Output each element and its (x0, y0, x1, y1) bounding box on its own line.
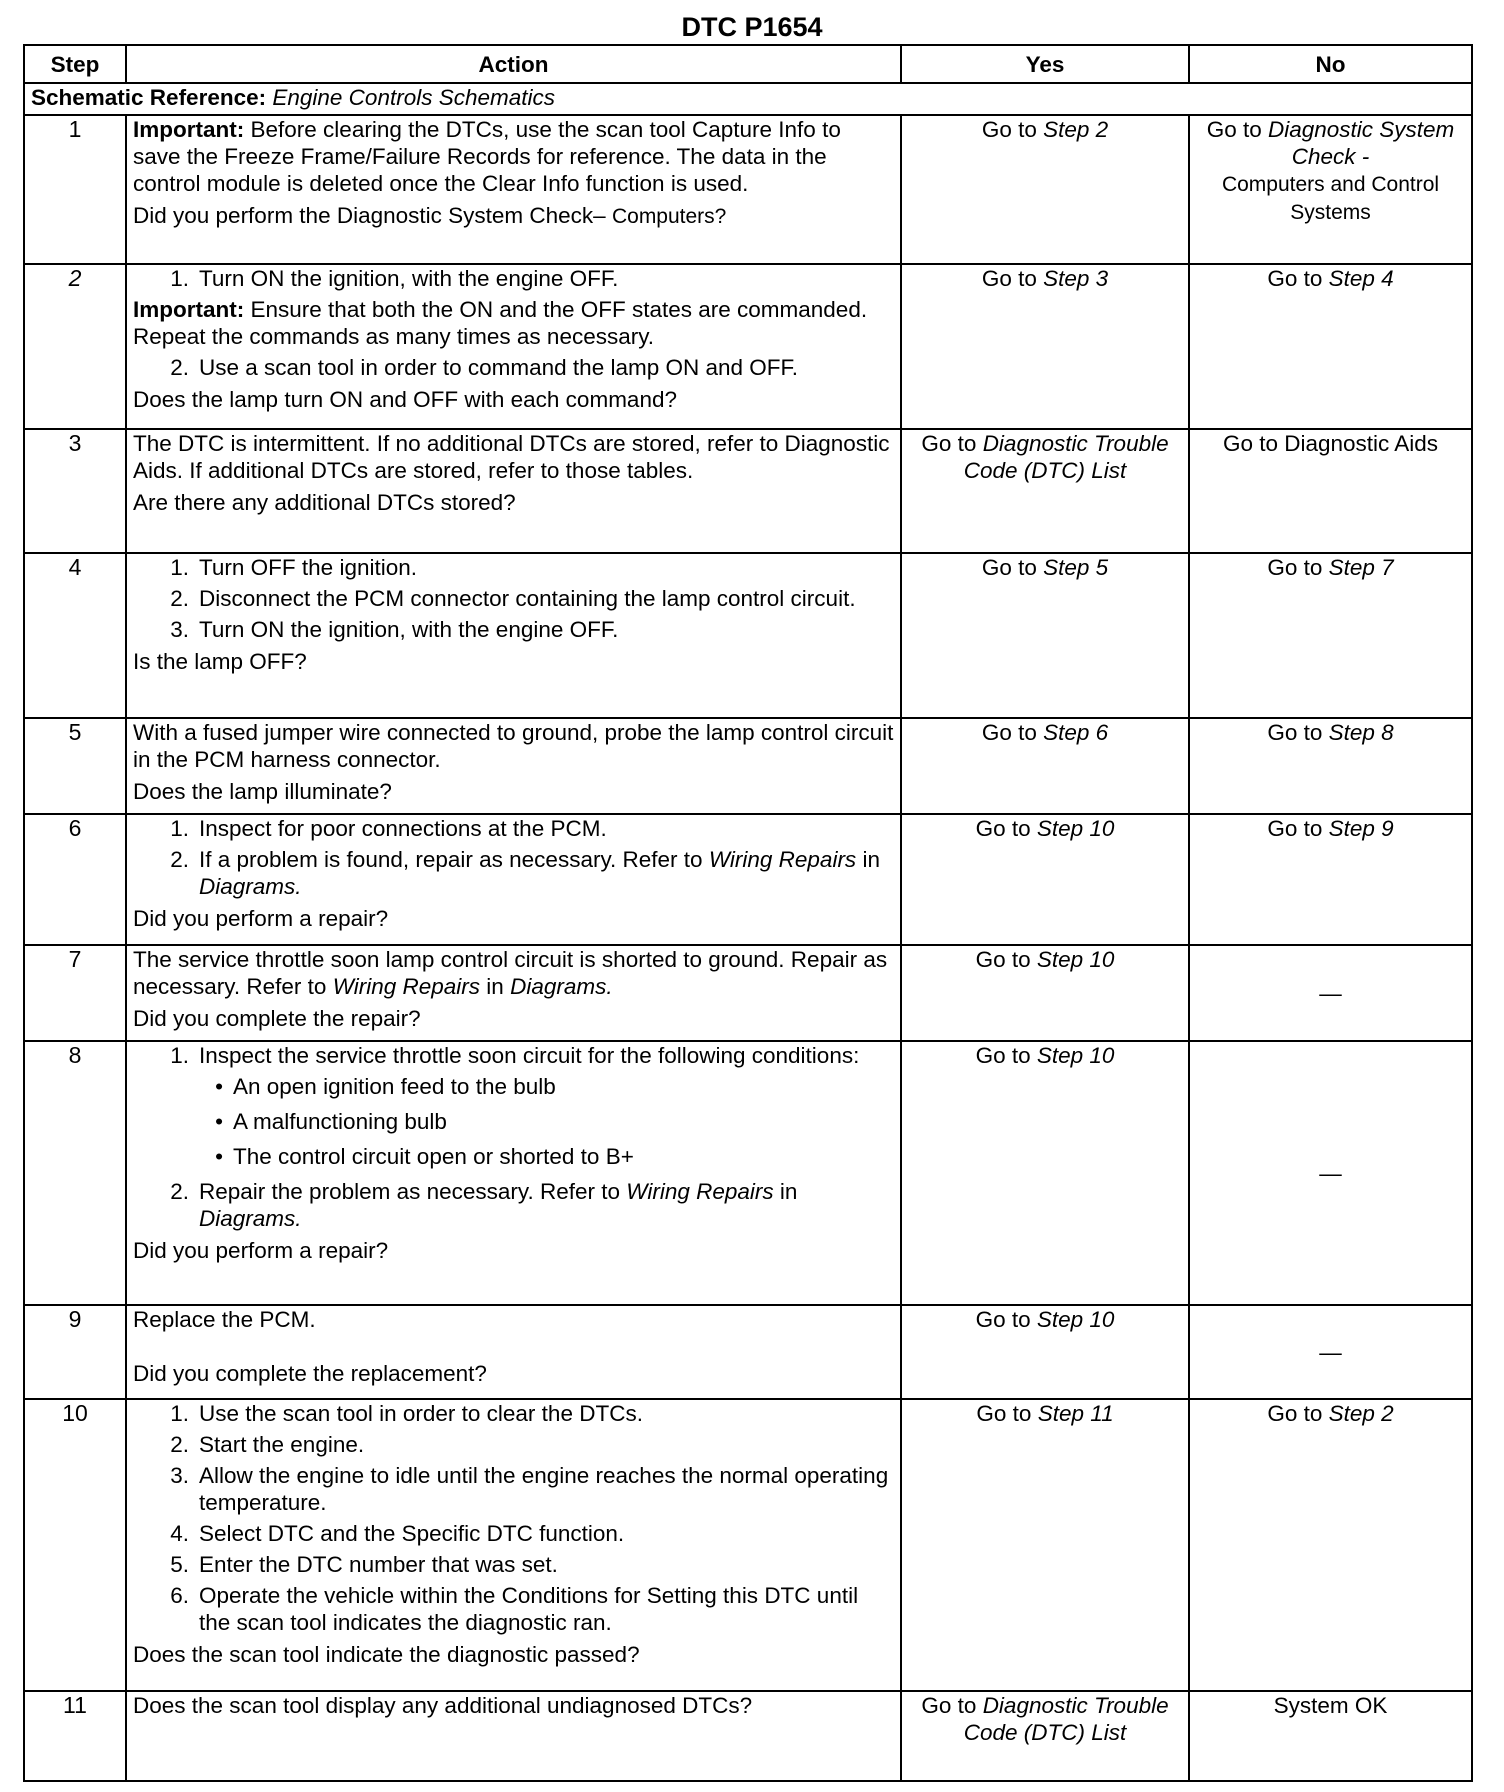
step-list (133, 1178, 894, 1232)
list-item (133, 554, 894, 581)
item-text: Start the engine. (199, 1432, 365, 1457)
list-item (133, 1108, 894, 1135)
yes-cell (901, 1691, 1189, 1781)
yes-link[interactable]: Diagnostic Trouble Code (DTC) List (963, 431, 1169, 483)
important-label: Important: (133, 297, 245, 322)
item-number: 1. (170, 555, 189, 580)
yes-cell (901, 1305, 1189, 1399)
no-tail: Computers and Control Systems (1221, 173, 1440, 224)
wiring-repairs-link[interactable]: Wiring Repairs (626, 1179, 774, 1204)
step-list (133, 354, 894, 381)
list-item (133, 815, 894, 842)
step-list (133, 265, 894, 292)
no-prefix: Go to (1267, 555, 1323, 580)
diagrams-link[interactable]: Diagrams. (510, 974, 613, 999)
question-text: Did you perform a repair? (133, 906, 389, 931)
no-cell (1189, 264, 1472, 429)
item-text: Enter the DTC number that was set. (199, 1552, 558, 1577)
action-cell (126, 1041, 901, 1305)
yes-prefix: Go to (921, 431, 977, 456)
item-number: 1. (170, 1043, 189, 1068)
spacer (133, 1333, 894, 1355)
item-text-part: Repair the problem as necessary. Refer to (199, 1179, 621, 1204)
step-number: 3 (24, 429, 126, 553)
list-item (133, 1178, 894, 1232)
yes-prefix: Go to (921, 1693, 977, 1718)
no-cell (1189, 814, 1472, 945)
table-row (24, 553, 1472, 718)
no-cell: — (1189, 945, 1472, 1041)
no-prefix: Go to (1267, 266, 1323, 291)
yes-cell (901, 115, 1189, 264)
bullet-icon: • (215, 1144, 223, 1169)
list-item (133, 846, 894, 900)
bullet-icon: • (215, 1109, 223, 1134)
no-prefix: Go to (1267, 720, 1323, 745)
table-row (24, 429, 1472, 553)
no-cell: — (1189, 1305, 1472, 1399)
list-item (133, 265, 894, 292)
no-cell (1189, 1399, 1472, 1691)
table-row (24, 1399, 1472, 1691)
question-text: Did you complete the repair? (133, 1006, 421, 1031)
question-text: Does the lamp turn ON and OFF with each command? (133, 387, 677, 412)
item-number: 1. (170, 1401, 189, 1426)
yes-link[interactable]: Step 10 (1036, 816, 1115, 841)
no-link[interactable]: Step 4 (1328, 266, 1394, 291)
step-number: 2 (24, 264, 126, 429)
bullet-text: A malfunctioning bulb (233, 1109, 447, 1134)
header-row (24, 45, 1472, 83)
action-text: The DTC is intermittent. If no additional DTCs are stored, refer to Diagnostic Aids. If additional DTCs are stored, refer to those tables. (133, 431, 890, 483)
step-number: 5 (24, 718, 126, 814)
item-number: 1. (170, 266, 189, 291)
table-row (24, 264, 1472, 429)
item-text-part: in (862, 847, 880, 872)
header-step: Step (24, 45, 126, 83)
important-note (133, 296, 894, 350)
schematic-reference (24, 83, 1472, 115)
header-action: Action (126, 45, 901, 83)
action-cell (126, 1399, 901, 1691)
list-item (133, 1462, 894, 1516)
step-number: 7 (24, 945, 126, 1041)
yes-link[interactable]: Diagnostic Trouble Code (DTC) List (963, 1693, 1169, 1745)
yes-cell (901, 553, 1189, 718)
no-cell[interactable]: Go to Diagnostic Aids (1189, 429, 1472, 553)
question-text: Does the scan tool indicate the diagnostic passed? (133, 1642, 640, 1667)
list-item (133, 1073, 894, 1100)
important-note (133, 116, 894, 197)
action-text: Replace the PCM. (133, 1307, 316, 1332)
question-text: Does the lamp illuminate? (133, 779, 392, 804)
item-text: Disconnect the PCM connector containing the lamp control circuit. (199, 586, 856, 611)
yes-link[interactable]: Step 2 (1043, 117, 1109, 142)
item-text: Turn OFF the ignition. (199, 555, 418, 580)
item-text-part: in (779, 1179, 798, 1204)
list-item (133, 1582, 894, 1636)
yes-prefix: Go to (981, 266, 1037, 291)
item-text: Turn ON the ignition, with the engine OFF. (199, 617, 619, 642)
list-item (133, 585, 894, 612)
no-prefix: Go to (1206, 117, 1262, 142)
step-number: 6 (24, 814, 126, 945)
schematic-label: Schematic Reference: (31, 85, 267, 110)
table-row (24, 115, 1472, 264)
item-number: 1. (170, 816, 189, 841)
item-number: 2. (170, 1432, 189, 1457)
yes-prefix: Go to (981, 555, 1037, 580)
list-item (133, 1551, 894, 1578)
item-number: 2. (170, 847, 189, 872)
step-number: 1 (24, 115, 126, 264)
item-text-part: If a problem is found, repair as necessary. Refer to (199, 847, 703, 872)
yes-cell (901, 814, 1189, 945)
action-cell (126, 945, 901, 1041)
list-item (133, 1431, 894, 1458)
no-cell (1189, 115, 1472, 264)
yes-prefix: Go to (975, 1043, 1031, 1068)
table-row (24, 814, 1472, 945)
list-item (133, 354, 894, 381)
table-row (24, 1041, 1472, 1305)
yes-cell (901, 1399, 1189, 1691)
bullet-list (133, 1073, 894, 1170)
action-cell (126, 1305, 901, 1399)
yes-link[interactable]: Step 6 (1043, 720, 1109, 745)
no-cell (1189, 718, 1472, 814)
schematic-row (24, 83, 1472, 115)
item-number: 3. (170, 1463, 189, 1488)
yes-prefix: Go to (975, 947, 1031, 972)
action-cell (126, 1691, 901, 1781)
wiring-repairs-link[interactable]: Wiring Repairs (332, 974, 481, 999)
no-link[interactable]: Step 2 (1328, 1401, 1394, 1426)
step-number: 10 (24, 1399, 126, 1691)
item-text: Use a scan tool in order to command the lamp ON and OFF. (199, 355, 799, 380)
question-text: Is the lamp OFF? (133, 649, 307, 674)
important-text: Ensure that both the ON and the OFF states are commanded. Repeat the commands as many times as necessary. (133, 297, 868, 349)
item-number: 4. (170, 1521, 189, 1546)
question-tail: Computers? (611, 205, 727, 228)
important-text: Before clearing the DTCs, use the scan tool Capture Info to save the Freeze Frame/Failure Records for reference. The data in the control module is deleted once the Clear Info function is used. (133, 117, 841, 196)
action-text: With a fused jumper wire connected to ground, probe the lamp control circuit in the PCM harness connector. (133, 720, 894, 772)
item-text (199, 846, 894, 900)
bullet-icon: • (215, 1074, 223, 1099)
question-text (133, 202, 894, 230)
list-item (133, 1520, 894, 1547)
page-title: DTC P1654 (681, 12, 823, 42)
step-list (133, 1400, 894, 1636)
item-text: Inspect for poor connections at the PCM. (199, 816, 607, 841)
yes-prefix: Go to (976, 1401, 1032, 1426)
table-row (24, 718, 1472, 814)
no-cell: — (1189, 1041, 1472, 1305)
action-text-part: in (486, 974, 504, 999)
action-text (133, 946, 894, 1000)
item-text: Use the scan tool in order to clear the DTCs. (199, 1401, 643, 1426)
bullet-text: An open ignition feed to the bulb (233, 1074, 556, 1099)
item-text: Operate the vehicle within the Conditions for Setting this DTC until the scan tool indicates the diagnostic ran. (199, 1583, 859, 1635)
no-link[interactable]: Step 8 (1328, 720, 1394, 745)
diagrams-link[interactable]: Diagrams. (199, 874, 302, 899)
action-cell (126, 115, 901, 264)
bullet-text: The control circuit open or shorted to B+ (233, 1144, 634, 1169)
item-number: 2. (170, 586, 189, 611)
no-prefix: Go to (1267, 1401, 1323, 1426)
item-number: 2. (170, 355, 189, 380)
step-list (133, 554, 894, 643)
diagnostic-table (23, 44, 1473, 1782)
step-number: 11 (24, 1691, 126, 1781)
yes-cell (901, 945, 1189, 1041)
item-number: 6. (170, 1583, 189, 1608)
yes-prefix: Go to (975, 816, 1031, 841)
step-number: 8 (24, 1041, 126, 1305)
item-number: 5. (170, 1552, 189, 1577)
yes-cell (901, 429, 1189, 553)
question-text: Does the scan tool display any additional undiagnosed DTCs? (133, 1693, 753, 1718)
question-text: Did you complete the replacement? (133, 1361, 487, 1386)
action-cell (126, 264, 901, 429)
yes-prefix: Go to (975, 1307, 1031, 1332)
no-prefix: Go to (1267, 816, 1323, 841)
question-main: Did you perform the Diagnostic System Check– (133, 203, 606, 228)
table-row (24, 1691, 1472, 1781)
yes-link[interactable]: Step 10 (1036, 1307, 1115, 1332)
schematic-value: Engine Controls Schematics (272, 85, 556, 110)
step-number: 9 (24, 1305, 126, 1399)
action-cell (126, 718, 901, 814)
yes-link[interactable]: Step 10 (1036, 947, 1115, 972)
list-item (133, 1143, 894, 1170)
yes-cell (901, 718, 1189, 814)
yes-link[interactable]: Step 5 (1043, 555, 1109, 580)
list-item (133, 1042, 894, 1069)
item-number: 2. (170, 1179, 189, 1204)
step-number: 4 (24, 553, 126, 718)
action-cell (126, 429, 901, 553)
table-row (24, 1305, 1472, 1399)
header-yes: Yes (901, 45, 1189, 83)
yes-prefix: Go to (981, 720, 1037, 745)
yes-link[interactable]: Step 3 (1043, 266, 1109, 291)
no-link[interactable]: Step 7 (1328, 555, 1394, 580)
action-text-part: The service throttle soon lamp control circuit is shorted to ground. Repair as necessary. Refer to (133, 947, 888, 999)
list-item (133, 1400, 894, 1427)
no-link[interactable]: Diagnostic System Check - (1267, 117, 1455, 169)
table-row (24, 945, 1472, 1041)
yes-prefix: Go to (981, 117, 1037, 142)
header-no: No (1189, 45, 1472, 83)
item-text: Inspect the service throttle soon circuit for the following conditions: (199, 1043, 860, 1068)
item-text: Allow the engine to idle until the engine reaches the normal operating temperature. (199, 1463, 889, 1515)
action-cell (126, 814, 901, 945)
diagrams-link[interactable]: Diagrams. (199, 1206, 302, 1231)
step-list (133, 1042, 894, 1069)
yes-cell (901, 1041, 1189, 1305)
step-list (133, 815, 894, 900)
action-cell (126, 553, 901, 718)
item-text: Turn ON the ignition, with the engine OFF. (199, 266, 619, 291)
yes-link[interactable]: Step 10 (1036, 1043, 1115, 1068)
item-text: Select DTC and the Specific DTC function. (199, 1521, 625, 1546)
question-text: Are there any additional DTCs stored? (133, 490, 516, 515)
item-number: 3. (170, 617, 189, 642)
yes-link[interactable]: Step 11 (1037, 1401, 1114, 1426)
important-label: Important: (133, 117, 245, 142)
wiring-repairs-link[interactable]: Wiring Repairs (708, 847, 857, 872)
yes-cell (901, 264, 1189, 429)
no-cell: System OK (1189, 1691, 1472, 1781)
list-item (133, 616, 894, 643)
question-text: Did you perform a repair? (133, 1238, 389, 1263)
no-cell (1189, 553, 1472, 718)
no-link[interactable]: Step 9 (1328, 816, 1394, 841)
item-text (199, 1178, 894, 1232)
